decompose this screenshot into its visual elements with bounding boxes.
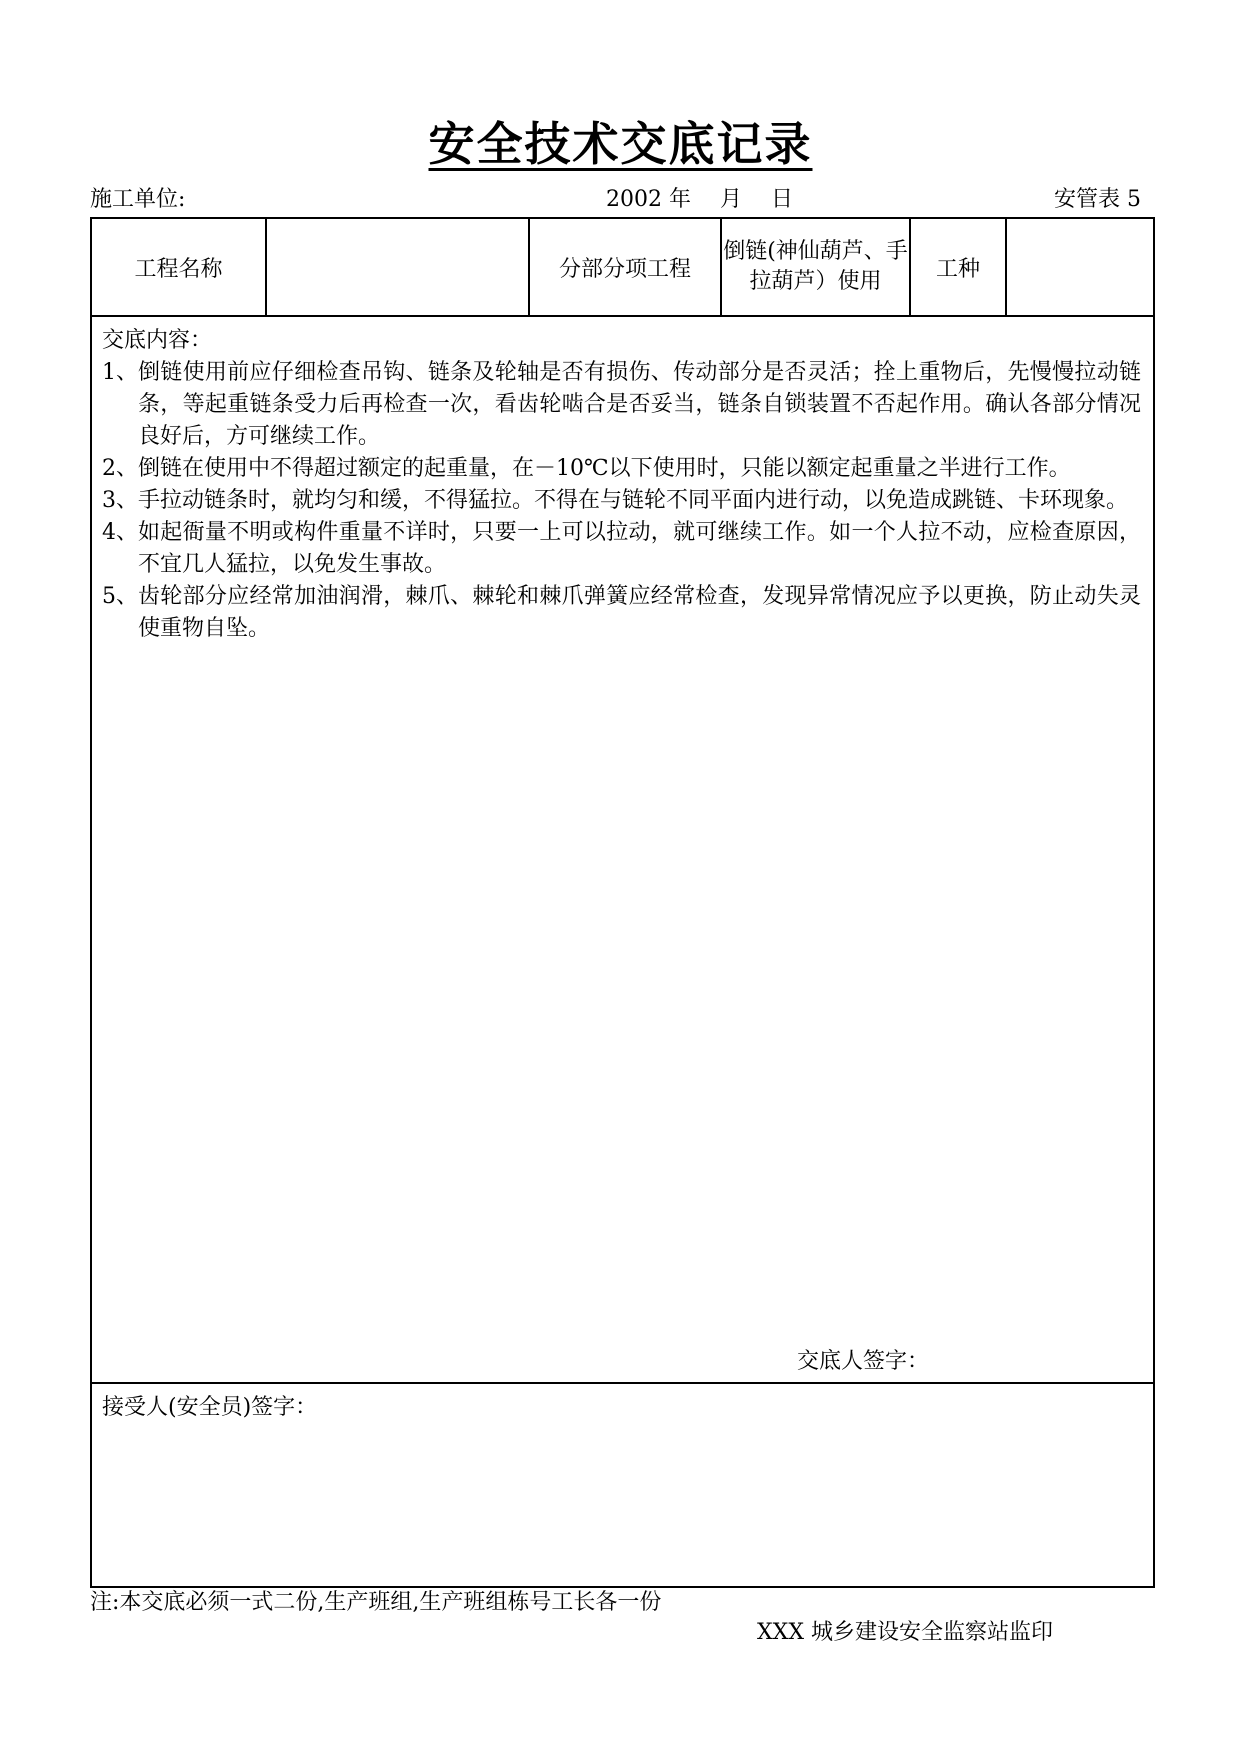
briefer-signature-label: 交底人签字： [797,1349,930,1374]
form-number: 安管表 5 [1054,187,1141,212]
briefing-content [102,325,1141,645]
item-number: 3、 [102,488,138,513]
document-title-text: 安全技术交底记录 [428,117,813,171]
item-number: 4、 [102,520,138,545]
item-text: 齿轮部分应经常加油润滑，棘爪、棘轮和棘爪弹簧应经常检查，发现异常情况应予以更换，防止动失灵使重物自坠。 [138,584,1141,641]
item-text: 如起衙量不明或构件重量不详时，只要一上可以拉动，就可继续工作。如一个人拉不动，应检查原因，不宜几人猛拉，以免发生事故。 [138,520,1141,577]
content-label: 交底内容： [102,328,213,353]
work-type-label: 工种 [910,218,1006,316]
content-row [91,316,1154,1383]
date-line: 2002 年 月 日 [606,187,793,212]
content-item [102,357,1141,453]
content-item [102,453,1141,485]
safety-briefing-form [90,217,1155,1588]
work-type-value[interactable] [1006,218,1154,316]
item-text: 手拉动链条时，就均匀和缓，不得猛拉。不得在与链轮不同平面内进行动，以免造成跳链、卡环现象。 [138,488,1129,513]
item-number: 1、 [102,360,138,385]
project-name-label: 工程名称 [91,218,266,316]
item-number: 5、 [102,584,138,609]
briefing-content-cell [91,316,1154,1383]
subproject-label: 分部分项工程 [529,218,721,316]
receiver-signature-cell[interactable] [91,1383,1154,1587]
subproject-value[interactable]: 倒链(神仙葫芦、手拉葫芦）使用 [721,218,910,316]
content-item [102,485,1141,517]
supervision-stamp: XXX 城乡建设安全监察站监印 [757,1620,1053,1645]
item-number: 2、 [102,456,138,481]
item-text: 倒链使用前应仔细检查吊钩、链条及轮轴是否有损伤、传动部分是否灵活；拴上重物后，先慢慢拉动链条，等起重链条受力后再检查一次，看齿轮啮合是否妥当，链条自锁装置不否起作用。确认各部分情况良好后，方可继续工作。 [138,360,1141,449]
content-item [102,517,1141,581]
construction-unit-label: 施工单位: [90,187,186,212]
header-row [91,218,1154,316]
footer-note: 注:本交底必须一式二份,生产班组,生产班组栋号工长各一份 [90,1590,662,1615]
document-title [0,118,1241,171]
receiver-row [91,1383,1154,1587]
content-item [102,581,1141,645]
project-name-value[interactable] [266,218,529,316]
receiver-signature-label: 接受人(安全员)签字： [102,1395,318,1420]
item-text: 倒链在使用中不得超过额定的起重量，在－10℃以下使用时，只能以额定起重量之半进行工作。 [138,456,1071,481]
